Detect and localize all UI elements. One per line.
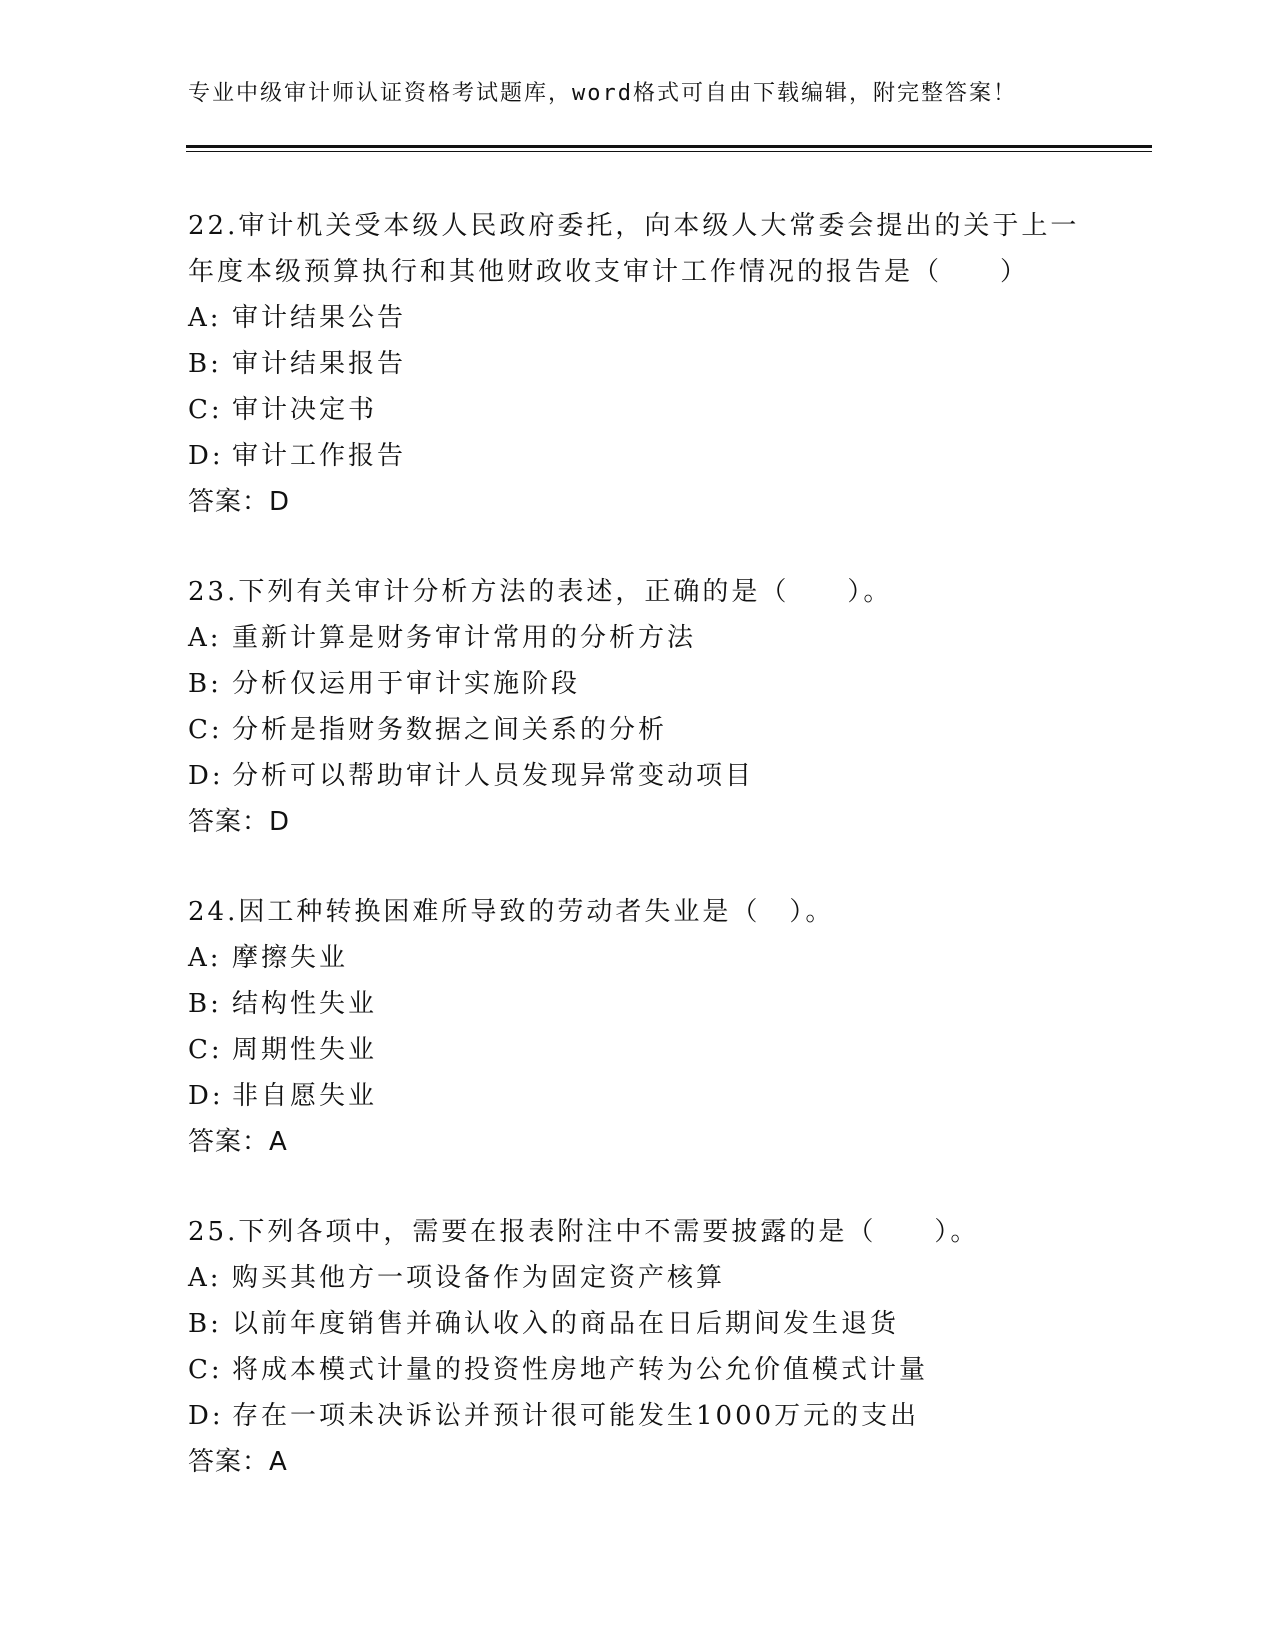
option-a bbox=[188, 1255, 1088, 1301]
option-letter: C: bbox=[188, 715, 223, 745]
option-text: 以前年度销售并确认收入的商品在日后期间发生退货 bbox=[232, 1309, 900, 1339]
option-letter: D: bbox=[188, 1081, 224, 1111]
question-stem: 24.因工种转换困难所导致的劳动者失业是（ ）。 bbox=[188, 897, 835, 927]
option-text: 审计工作报告 bbox=[232, 441, 407, 471]
option-text: 分析仅运用于审计实施阶段 bbox=[232, 669, 581, 699]
option-letter: A: bbox=[188, 1263, 222, 1293]
question-stem: 25.下列各项中，需要在报表附注中不需要披露的是（ ）。 bbox=[188, 1217, 980, 1247]
question-23 bbox=[188, 569, 1088, 845]
question-24 bbox=[188, 889, 1088, 1165]
option-letter: C: bbox=[188, 1355, 223, 1385]
question-stem: 22.审计机关受本级人民政府委托，向本级人大常委会提出的关于上一年度本级预算执行和其他财政收支审计工作情况的报告是（ ） bbox=[188, 211, 1080, 287]
option-text: 审计决定书 bbox=[232, 395, 378, 425]
option-text: 结构性失业 bbox=[232, 989, 378, 1019]
option-text: 分析是指财务数据之间关系的分析 bbox=[232, 715, 668, 745]
option-b bbox=[188, 661, 1088, 707]
header-rule-thin bbox=[186, 151, 1152, 152]
option-letter: D: bbox=[188, 1401, 224, 1431]
question-25 bbox=[188, 1209, 1088, 1485]
option-b bbox=[188, 341, 1088, 387]
option-text: 非自愿失业 bbox=[232, 1081, 378, 1111]
option-letter: A: bbox=[188, 943, 222, 973]
option-text: 重新计算是财务审计常用的分析方法 bbox=[232, 623, 697, 653]
option-d bbox=[188, 1393, 1088, 1439]
answer-line: 答案：A bbox=[188, 1447, 288, 1477]
option-d bbox=[188, 1073, 1088, 1119]
answer-line: 答案：D bbox=[188, 807, 291, 837]
option-letter: B: bbox=[188, 669, 222, 699]
option-c bbox=[188, 1347, 1088, 1393]
option-b bbox=[188, 981, 1088, 1027]
option-text: 存在一项未决诉讼并预计很可能发生1000万元的支出 bbox=[232, 1401, 920, 1431]
option-c bbox=[188, 707, 1088, 753]
header-rule-thick bbox=[186, 145, 1152, 148]
option-d bbox=[188, 753, 1088, 799]
option-a bbox=[188, 935, 1088, 981]
option-text: 购买其他方一项设备作为固定资产核算 bbox=[232, 1263, 726, 1293]
option-letter: A: bbox=[188, 623, 222, 653]
question-stem: 23.下列有关审计分析方法的表述，正确的是（ ）。 bbox=[188, 577, 893, 607]
option-b bbox=[188, 1301, 1088, 1347]
option-letter: C: bbox=[188, 1035, 223, 1065]
option-letter: D: bbox=[188, 761, 224, 791]
page-header: 专业中级审计师认证资格考试题库，word格式可自由下载编辑，附完整答案！ bbox=[188, 81, 1017, 106]
option-letter: A: bbox=[188, 303, 222, 333]
option-letter: B: bbox=[188, 989, 222, 1019]
option-a bbox=[188, 295, 1088, 341]
option-letter: B: bbox=[188, 349, 222, 379]
option-a bbox=[188, 615, 1088, 661]
option-d bbox=[188, 433, 1088, 479]
question-list bbox=[188, 203, 1088, 1529]
answer-line: 答案：D bbox=[188, 487, 291, 517]
option-text: 将成本模式计量的投资性房地产转为公允价值模式计量 bbox=[232, 1355, 929, 1385]
option-text: 审计结果报告 bbox=[232, 349, 407, 379]
option-text: 周期性失业 bbox=[232, 1035, 378, 1065]
question-22 bbox=[188, 203, 1088, 525]
option-text: 审计结果公告 bbox=[232, 303, 407, 333]
option-text: 分析可以帮助审计人员发现异常变动项目 bbox=[232, 761, 755, 791]
option-c bbox=[188, 1027, 1088, 1073]
option-letter: B: bbox=[188, 1309, 222, 1339]
option-letter: C: bbox=[188, 395, 223, 425]
option-letter: D: bbox=[188, 441, 224, 471]
option-c bbox=[188, 387, 1088, 433]
option-text: 摩擦失业 bbox=[232, 943, 349, 973]
answer-line: 答案：A bbox=[188, 1127, 288, 1157]
